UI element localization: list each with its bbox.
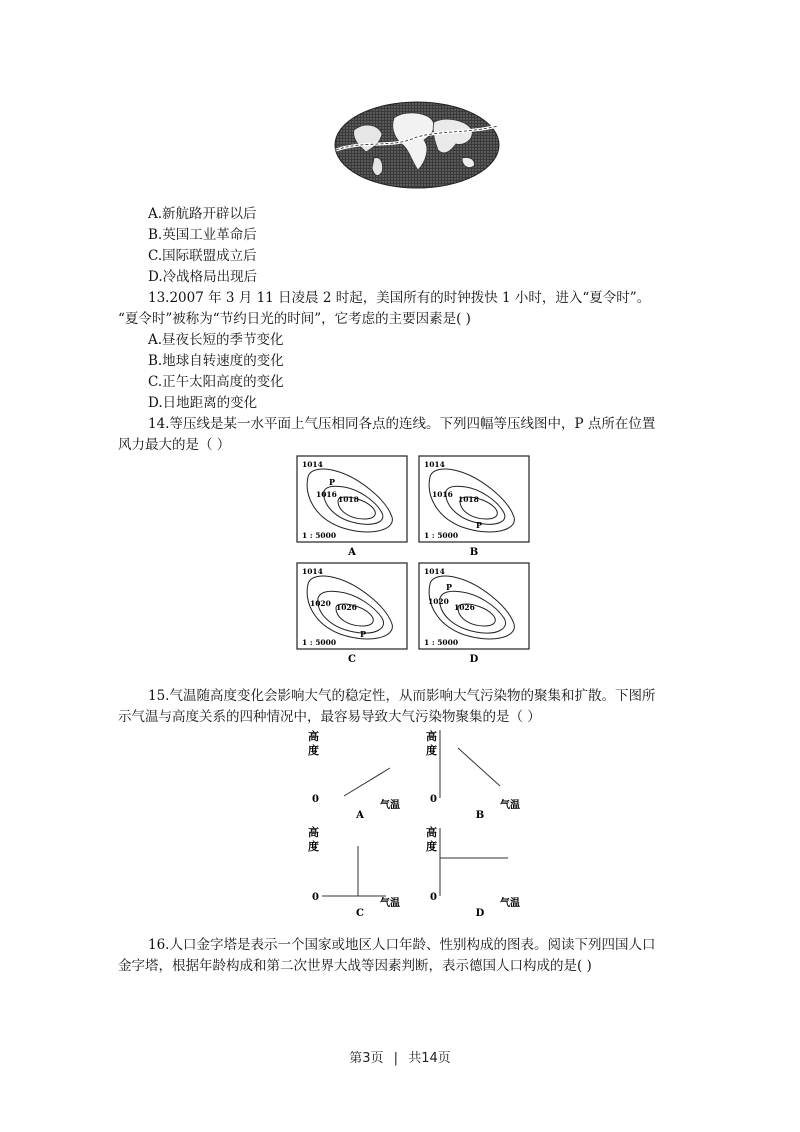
isobar-map-b <box>418 455 534 559</box>
map-d-isobar-3: 1026 <box>454 603 475 612</box>
map-c-point-p: P <box>360 629 367 639</box>
graph-d-xlabel: 气温 <box>500 898 520 909</box>
graph-b-origin: 0 <box>430 794 437 805</box>
graph-c-xlabel: 气温 <box>380 898 400 909</box>
world-map-figure <box>334 100 500 190</box>
q13-stem-line2: “夏令时”被称为“节约日光的时间”，它考虑的主要因素是( ) <box>118 311 471 327</box>
q13-option-d: D.日地距离的变化 <box>148 395 258 411</box>
map-b-point-p: P <box>476 520 483 530</box>
graph-b-caption: B <box>475 810 485 820</box>
graph-d-ylabel-2: 度 <box>426 840 437 853</box>
q16-stem-line2: 金字塔，根据年龄构成和第二次世界大战等因素判断，表示德国人口构成的是( ) <box>118 958 592 974</box>
graph-a-ylabel-1: 高 <box>308 730 319 743</box>
q15-stem-line1: 15.气温随高度变化会影响大气的稳定性，从而影响大气污染物的聚集和扩散。下图所 <box>148 688 656 704</box>
map-c-isobar-1: 1014 <box>302 567 323 576</box>
q13-stem-line1: 13.2007 年 3 月 11 日凌晨 2 时起，美国所有的时钟拨快 1 小时，进入“夏令时”。 <box>148 290 651 306</box>
map-a-isobar-1: 1014 <box>302 460 323 469</box>
map-d-isobar-2: 1020 <box>428 597 449 606</box>
q13-option-c: C.正午太阳高度的变化 <box>148 374 284 390</box>
temp-height-graph-d <box>424 824 534 918</box>
map-c-caption: C <box>348 654 356 665</box>
temp-height-graph-c <box>306 824 416 918</box>
map-b-caption: B <box>469 547 479 558</box>
map-a-scale: 1 : 5000 <box>302 531 337 540</box>
q12-option-d: D.冷战格局出现后 <box>148 269 258 285</box>
graph-a-origin: 0 <box>312 794 319 805</box>
graph-a-xlabel: 气温 <box>380 800 400 811</box>
q14-stem-line1: 14.等压线是某一水平面上气压相同各点的连线。下列四幅等压线图中，P 点所在位置 <box>148 416 656 432</box>
graph-c-ylabel-2: 度 <box>308 840 319 853</box>
map-c-isobar-3: 1026 <box>336 603 357 612</box>
q12-option-a: A.新航路开辟以后 <box>148 206 257 222</box>
q12-option-b: B.英国工业革命后 <box>148 227 257 243</box>
graph-b-ylabel-1: 高 <box>426 730 437 743</box>
map-b-isobar-1: 1014 <box>424 460 445 469</box>
temp-height-graph-a <box>306 728 416 820</box>
graph-b-xlabel: 气温 <box>500 800 520 811</box>
q12-option-c: C.国际联盟成立后 <box>148 248 257 264</box>
graph-a-ylabel-2: 度 <box>308 744 319 757</box>
graph-c-caption: C <box>356 908 364 918</box>
isobar-map-c <box>296 562 412 666</box>
graph-d-caption: D <box>475 908 485 918</box>
map-d-isobar-1: 1014 <box>424 567 445 576</box>
map-c-scale: 1 : 5000 <box>302 638 337 647</box>
graph-c-origin: 0 <box>312 892 319 903</box>
map-a-caption: A <box>348 547 356 558</box>
page-total: 共14页 <box>408 1051 451 1066</box>
map-c-isobar-2: 1020 <box>310 599 331 608</box>
map-a-isobar-3: 1018 <box>338 495 359 504</box>
map-d-point-p: P <box>446 582 453 592</box>
page-number: 第3页 <box>349 1051 384 1066</box>
graph-d-origin: 0 <box>430 892 437 903</box>
map-d-scale: 1 : 5000 <box>424 638 459 647</box>
footer-separator: | <box>393 1051 399 1066</box>
map-b-isobar-2: 1016 <box>432 490 453 499</box>
map-b-isobar-3: 1018 <box>458 495 479 504</box>
graph-b-ylabel-2: 度 <box>426 744 437 757</box>
map-d-caption: D <box>469 654 479 665</box>
graph-a-caption: A <box>356 810 364 820</box>
graph-c-ylabel-1: 高 <box>308 826 319 839</box>
isobar-map-a <box>296 455 412 559</box>
q13-option-a: A.昼夜长短的季节变化 <box>148 332 284 348</box>
temp-height-graph-b <box>424 728 534 820</box>
map-a-point-p: P <box>329 477 336 487</box>
map-b-scale: 1 : 5000 <box>424 531 459 540</box>
q15-stem-line2: 示气温与高度关系的四种情况中，最容易导致大气污染物聚集的是（ ） <box>118 709 541 725</box>
graph-d-ylabel-1: 高 <box>426 826 437 839</box>
page-footer <box>0 1047 800 1066</box>
q13-option-b: B.地球自转速度的变化 <box>148 353 284 369</box>
isobar-map-d <box>418 562 534 666</box>
q14-stem-line2: 风力最大的是（ ） <box>118 437 231 453</box>
map-a-isobar-2: 1016 <box>316 490 337 499</box>
q16-stem-line1: 16.人口金字塔是表示一个国家或地区人口年龄、性别构成的图表。阅读下列四国人口 <box>148 937 656 953</box>
